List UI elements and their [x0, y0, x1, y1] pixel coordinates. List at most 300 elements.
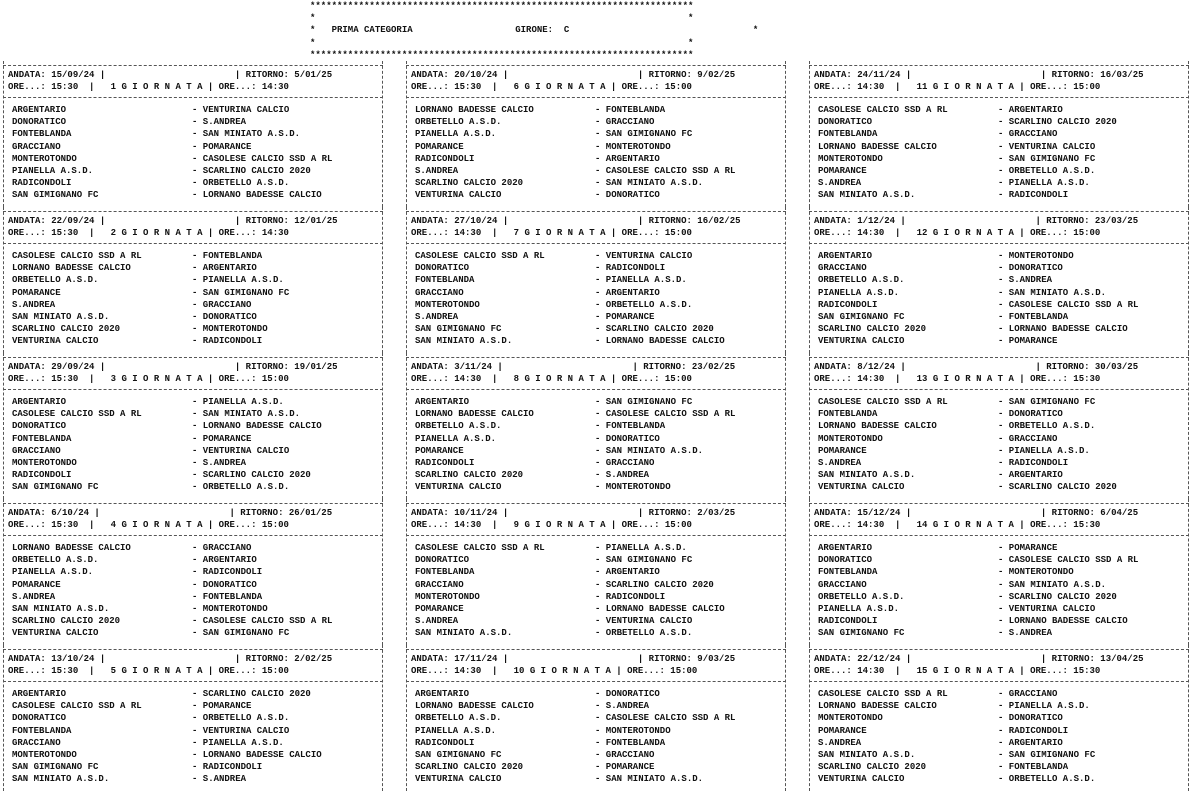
away-team: - ORBETELLO A.S.D.: [998, 165, 1096, 176]
round-header: [3, 653, 383, 677]
match-row: [406, 712, 735, 724]
ritorno-label: RITORNO:: [1046, 362, 1090, 372]
ore-andata: 14:30: [454, 374, 482, 385]
giornata-label: G I O R N A T A: [932, 520, 1014, 531]
away-team: - VENTURINA CALCIO: [192, 105, 290, 115]
giornata-label: G I O R N A T A: [121, 228, 203, 239]
match-row: [406, 153, 735, 165]
banner-title-line: * PRIMA CATEGORIA GIRONE: C *: [310, 25, 759, 36]
match-row: [809, 250, 1138, 262]
match-list: [406, 250, 725, 348]
ore-andata: 15:30: [51, 82, 79, 93]
match-row: [3, 141, 332, 153]
away-team: - LORNANO BADESSE CALCIO: [192, 749, 322, 760]
girone-label: GIRONE:: [515, 25, 554, 36]
ore-ritorno: 15:00: [664, 228, 692, 239]
home-team: SCARLINO CALCIO 2020: [818, 762, 927, 773]
round-card-2: [3, 207, 383, 353]
home-team: LORNANO BADESSE CALCIO: [415, 409, 534, 420]
match-row: [3, 433, 322, 445]
home-team: GRACCIANO: [12, 141, 61, 152]
round-card-12: [809, 207, 1189, 353]
header-line-1: ANDATA: 8/12/24 | | RITORNO: 30/03/25: [814, 362, 1139, 372]
round-card-13: [809, 353, 1189, 499]
match-row: [3, 749, 322, 761]
header-line-2: ORE...: 14:30 | 15 G I O R N A T A | ORE...: 15:30: [814, 666, 1101, 677]
match-row: [406, 615, 725, 627]
card-top-rule: [809, 211, 1189, 212]
round-card-6: [406, 61, 786, 207]
away-team: - FONTEBLANDA: [192, 251, 263, 261]
andata-label: ANDATA:: [814, 654, 852, 664]
round-header: [3, 361, 383, 385]
header-line-1: ANDATA: 13/10/24 | | RITORNO: 2/02/25: [8, 654, 333, 664]
away-team: - LORNANO BADESSE CALCIO: [192, 421, 322, 432]
round-header: [3, 215, 383, 239]
andata-date: 15/12/24: [857, 508, 901, 518]
home-team: ORBETELLO A.S.D.: [415, 421, 502, 432]
home-team: POMARANCE: [818, 725, 867, 736]
andata-label: ANDATA:: [411, 362, 449, 372]
round-header: [3, 69, 383, 93]
home-team: CASOLESE CALCIO SSD A RL: [818, 105, 948, 115]
away-team: - GRACCIANO: [595, 457, 655, 468]
ritorno-label: RITORNO:: [648, 508, 692, 518]
match-row: [3, 396, 322, 408]
away-team: - DONORATICO: [595, 433, 660, 444]
match-row: [406, 335, 725, 347]
ore-andata: 15:30: [454, 82, 482, 93]
match-list: [3, 396, 322, 494]
away-team: - VENTURINA CALCIO: [192, 445, 290, 456]
round-header: [809, 507, 1189, 531]
away-team: - S.ANDREA: [998, 275, 1053, 286]
match-row: [3, 688, 322, 700]
home-team: GRACCIANO: [818, 579, 867, 590]
giornata-number: 1: [110, 82, 117, 93]
home-team: FONTEBLANDA: [415, 275, 475, 286]
header-line-1: ANDATA: 15/09/24 | | RITORNO: 5/01/25: [8, 70, 333, 80]
andata-label: ANDATA:: [8, 70, 46, 80]
ore-ritorno-label: ORE...:: [1030, 374, 1068, 385]
ore-ritorno-label: ORE...:: [621, 228, 660, 239]
match-row: [809, 554, 1138, 566]
giornata-number: 7: [513, 228, 520, 239]
match-row: [809, 603, 1138, 615]
ritorno-date: 9/03/25: [697, 654, 736, 664]
match-row: [809, 591, 1138, 603]
column-3: [809, 61, 1189, 791]
home-team: MONTEROTONDO: [415, 299, 480, 310]
home-team: DONORATICO: [818, 555, 873, 566]
match-row: [3, 262, 289, 274]
giornata-number: 15: [916, 666, 928, 677]
home-team: SAN MINIATO A.S.D.: [818, 190, 916, 201]
home-team: FONTEBLANDA: [818, 409, 878, 420]
match-row: [406, 128, 735, 140]
andata-label: ANDATA:: [8, 216, 46, 226]
away-team: - LORNANO BADESSE CALCIO: [595, 603, 725, 614]
away-team: - POMARANCE: [998, 336, 1058, 347]
ore-ritorno-label: ORE...:: [218, 520, 257, 531]
header-line-2: ORE...: 15:30 | 5 G I O R N A T A | ORE...: 15:00: [8, 666, 289, 677]
home-team: POMARANCE: [12, 287, 61, 298]
giornata-number: 3: [110, 374, 117, 385]
andata-date: 22/09/24: [51, 216, 95, 226]
home-team: PIANELLA A.S.D.: [415, 725, 497, 736]
home-team: MONTEROTONDO: [12, 749, 77, 760]
home-team: SCARLINO CALCIO 2020: [415, 178, 524, 189]
round-header: [406, 361, 786, 385]
ritorno-label: RITORNO:: [245, 70, 289, 80]
andata-date: 17/11/24: [454, 654, 498, 664]
ritorno-date: 16/03/25: [1100, 70, 1144, 80]
round-card-15: [809, 645, 1189, 791]
card-mid-rule: [809, 243, 1189, 244]
match-row: [406, 396, 735, 408]
andata-date: 1/12/24: [857, 216, 896, 226]
home-team: POMARANCE: [415, 603, 464, 614]
ore-ritorno-label: ORE...:: [1030, 666, 1068, 677]
round-header: [406, 653, 786, 677]
home-team: VENTURINA CALCIO: [818, 482, 905, 493]
home-team: CASOLESE CALCIO SSD A RL: [818, 397, 948, 407]
home-team: PIANELLA A.S.D.: [12, 567, 94, 578]
away-team: - SAN MINIATO A.S.D.: [595, 774, 704, 785]
ore-ritorno-label: ORE...:: [621, 82, 660, 93]
round-card-14: [809, 499, 1189, 645]
home-team: ORBETELLO A.S.D.: [12, 555, 99, 566]
match-row: [809, 299, 1138, 311]
match-row: [406, 579, 725, 591]
away-team: - PIANELLA A.S.D.: [998, 445, 1090, 456]
ore-andata-label: ORE...:: [411, 520, 449, 531]
ritorno-label: RITORNO:: [643, 362, 687, 372]
ore-ritorno: 15:00: [261, 666, 289, 677]
match-row: [809, 433, 1117, 445]
ore-andata-label: ORE...:: [814, 666, 852, 677]
match-row: [3, 481, 322, 493]
giornata-number: 8: [513, 374, 520, 385]
away-team: - SCARLINO CALCIO 2020: [595, 324, 714, 335]
ore-ritorno: 15:00: [261, 374, 289, 385]
header-line-2: ORE...: 14:30 | 7 G I O R N A T A | ORE...: 15:00: [411, 228, 692, 239]
home-team: SAN MINIATO A.S.D.: [818, 470, 916, 481]
ore-andata-label: ORE...:: [8, 228, 46, 239]
match-row: [406, 311, 725, 323]
home-team: SAN GIMIGNANO FC: [415, 324, 502, 335]
away-team: - ARGENTARIO: [998, 105, 1063, 115]
away-team: - S.ANDREA: [595, 470, 650, 481]
match-row: [3, 712, 322, 724]
away-team: - SAN MINIATO A.S.D.: [595, 445, 704, 456]
card-top-rule: [809, 503, 1189, 504]
match-row: [3, 104, 332, 116]
home-team: SAN MINIATO A.S.D.: [12, 311, 110, 322]
away-team: - POMARANCE: [192, 141, 252, 152]
header-line-2: ORE...: 14:30 | 11 G I O R N A T A | ORE...: 15:00: [814, 82, 1101, 93]
ore-ritorno: 15:30: [1073, 520, 1101, 531]
match-row: [406, 773, 735, 785]
match-row: [809, 725, 1095, 737]
match-list: [406, 104, 735, 202]
match-list: [406, 396, 735, 494]
home-team: RADICONDOLI: [415, 457, 475, 468]
match-row: [3, 725, 322, 737]
away-team: - SAN GIMIGNANO FC: [192, 628, 290, 639]
away-team: - ARGENTARIO: [998, 470, 1063, 481]
home-team: ARGENTARIO: [12, 105, 67, 115]
ore-andata-label: ORE...:: [8, 82, 46, 93]
home-team: FONTEBLANDA: [12, 129, 72, 140]
away-team: - POMARANCE: [192, 701, 252, 712]
away-team: - MONTEROTONDO: [595, 141, 671, 152]
andata-label: ANDATA:: [411, 216, 449, 226]
ore-andata-label: ORE...:: [814, 374, 852, 385]
match-row: [3, 116, 332, 128]
match-row: [406, 627, 725, 639]
away-team: - SCARLINO CALCIO 2020: [192, 470, 311, 481]
card-top-rule: [406, 211, 786, 212]
andata-label: ANDATA:: [8, 362, 46, 372]
match-row: [406, 749, 735, 761]
match-row: [809, 420, 1117, 432]
match-row: [3, 408, 322, 420]
ore-andata: 15:30: [51, 520, 79, 531]
match-row: [406, 603, 725, 615]
match-list: [809, 250, 1138, 348]
match-row: [809, 700, 1095, 712]
away-team: - ORBETELLO A.S.D.: [595, 628, 693, 639]
away-team: - RADICONDOLI: [595, 263, 666, 274]
match-row: [406, 457, 735, 469]
ore-ritorno: 14:30: [261, 82, 289, 93]
home-team: LORNANO BADESSE CALCIO: [415, 105, 534, 115]
away-team: - POMARANCE: [595, 311, 655, 322]
andata-label: ANDATA:: [411, 654, 449, 664]
ore-andata-label: ORE...:: [8, 520, 46, 531]
home-team: FONTEBLANDA: [818, 567, 878, 578]
match-row: [809, 262, 1138, 274]
match-list: [809, 104, 1117, 202]
away-team: - PIANELLA A.S.D.: [595, 543, 687, 553]
card-mid-rule: [809, 389, 1189, 390]
home-team: FONTEBLANDA: [12, 725, 72, 736]
round-card-10: [406, 645, 786, 791]
ore-andata-label: ORE...:: [411, 82, 449, 93]
header-line-1: ANDATA: 15/12/24 | | RITORNO: 6/04/25: [814, 508, 1139, 518]
giornata-number: 14: [916, 520, 928, 531]
card-top-rule: [3, 65, 383, 66]
card-mid-rule: [406, 681, 786, 682]
giornata-label: G I O R N A T A: [524, 82, 606, 93]
match-row: [406, 287, 725, 299]
andata-label: ANDATA:: [8, 654, 46, 664]
andata-label: ANDATA:: [814, 70, 852, 80]
match-row: [3, 591, 332, 603]
header-line-1: ANDATA: 1/12/24 | | RITORNO: 23/03/25: [814, 216, 1139, 226]
match-row: [406, 177, 735, 189]
home-team: MONTEROTONDO: [818, 713, 883, 724]
card-top-rule: [406, 649, 786, 650]
away-team: - PIANELLA A.S.D.: [998, 701, 1090, 712]
match-row: [3, 737, 322, 749]
giornata-label: G I O R N A T A: [529, 666, 611, 677]
match-row: [406, 433, 735, 445]
away-team: - DONORATICO: [192, 311, 257, 322]
andata-label: ANDATA:: [411, 70, 449, 80]
away-team: - VENTURINA CALCIO: [595, 251, 693, 261]
ore-andata-label: ORE...:: [8, 374, 46, 385]
ritorno-label: RITORNO:: [1051, 654, 1095, 664]
card-mid-rule: [809, 535, 1189, 536]
away-team: - RADICONDOLI: [998, 457, 1069, 468]
away-team: - RADICONDOLI: [595, 591, 666, 602]
card-mid-rule: [809, 681, 1189, 682]
away-team: - POMARANCE: [998, 543, 1058, 553]
away-team: - SCARLINO CALCIO 2020: [595, 579, 714, 590]
home-team: PIANELLA A.S.D.: [818, 603, 900, 614]
match-row: [406, 469, 735, 481]
home-team: POMARANCE: [415, 445, 464, 456]
match-row: [809, 335, 1138, 347]
card-mid-rule: [406, 243, 786, 244]
ore-andata-label: ORE...:: [411, 374, 449, 385]
card-mid-rule: [809, 97, 1189, 98]
home-team: POMARANCE: [818, 165, 867, 176]
match-row: [406, 165, 735, 177]
match-row: [406, 554, 725, 566]
ore-ritorno-label: ORE...:: [621, 374, 660, 385]
header-line-2: ORE...: 14:30 | 9 G I O R N A T A | ORE...: 15:00: [411, 520, 692, 531]
away-team: - MONTEROTONDO: [595, 725, 671, 736]
home-team: SAN MINIATO A.S.D.: [818, 749, 916, 760]
ore-ritorno: 15:00: [1073, 228, 1101, 239]
giornata-number: 13: [916, 374, 928, 385]
card-mid-rule: [3, 243, 383, 244]
card-top-rule: [3, 357, 383, 358]
home-team: ARGENTARIO: [12, 397, 67, 407]
ore-andata-label: ORE...:: [814, 82, 852, 93]
ore-andata: 14:30: [857, 228, 885, 239]
match-row: [406, 141, 735, 153]
away-team: - CASOLESE CALCIO SSD A RL: [595, 165, 736, 176]
home-team: ARGENTARIO: [12, 689, 67, 699]
ore-andata: 15:30: [51, 374, 79, 385]
ritorno-date: 16/02/25: [697, 216, 741, 226]
ore-andata: 14:30: [454, 520, 482, 531]
match-row: [406, 591, 725, 603]
andata-date: 22/12/24: [857, 654, 901, 664]
andata-label: ANDATA:: [814, 362, 852, 372]
match-row: [3, 445, 322, 457]
match-row: [3, 189, 332, 201]
giornata-number: 10: [513, 666, 525, 677]
match-row: [809, 481, 1117, 493]
header-banner: [310, 0, 758, 61]
away-team: - S.ANDREA: [192, 117, 247, 128]
match-row: [3, 615, 332, 627]
away-team: - GRACCIANO: [192, 543, 252, 553]
away-team: - MONTEROTONDO: [998, 251, 1074, 261]
home-team: SCARLINO CALCIO 2020: [12, 616, 121, 627]
ore-ritorno: 14:30: [261, 228, 289, 239]
andata-date: 8/12/24: [857, 362, 896, 372]
away-team: - VENTURINA CALCIO: [192, 725, 290, 736]
match-row: [406, 542, 725, 554]
card-mid-rule: [3, 389, 383, 390]
away-team: - ARGENTARIO: [595, 567, 660, 578]
match-row: [406, 761, 735, 773]
away-team: - RADICONDOLI: [192, 567, 263, 578]
away-team: - RADICONDOLI: [192, 762, 263, 773]
round-card-5: [3, 645, 383, 791]
home-team: LORNANO BADESSE CALCIO: [12, 263, 131, 274]
match-row: [809, 615, 1138, 627]
away-team: - ARGENTARIO: [192, 555, 257, 566]
ore-ritorno: 15:30: [1073, 374, 1101, 385]
ore-andata-label: ORE...:: [8, 666, 46, 677]
home-team: SCARLINO CALCIO 2020: [415, 762, 524, 773]
column-2: [406, 61, 786, 791]
andata-date: 6/10/24: [51, 508, 90, 518]
away-team: - FONTEBLANDA: [998, 311, 1069, 322]
home-team: MONTEROTONDO: [818, 433, 883, 444]
ritorno-date: 2/03/25: [697, 508, 736, 518]
ritorno-date: 30/03/25: [1094, 362, 1139, 372]
match-row: [3, 566, 332, 578]
match-row: [809, 165, 1117, 177]
away-team: - GRACCIANO: [998, 689, 1058, 699]
ore-ritorno: 15:00: [670, 666, 698, 677]
match-row: [3, 287, 289, 299]
match-row: [809, 737, 1095, 749]
match-list: [3, 104, 332, 202]
away-team: - SAN GIMIGNANO FC: [595, 397, 693, 407]
home-team: MONTEROTONDO: [12, 153, 77, 164]
ore-andata-label: ORE...:: [814, 520, 852, 531]
match-row: [809, 274, 1138, 286]
round-card-3: [3, 353, 383, 499]
away-team: - ARGENTARIO: [595, 153, 660, 164]
home-team: VENTURINA CALCIO: [818, 336, 905, 347]
round-header: [809, 215, 1189, 239]
away-team: - DONORATICO: [998, 713, 1063, 724]
giornata-label: G I O R N A T A: [121, 82, 203, 93]
round-header: [406, 215, 786, 239]
ore-ritorno-label: ORE...:: [218, 82, 257, 93]
andata-date: 27/10/24: [454, 216, 498, 226]
away-team: - FONTEBLANDA: [192, 591, 263, 602]
match-row: [3, 773, 322, 785]
home-team: GRACCIANO: [415, 579, 464, 590]
giornata-label: G I O R N A T A: [932, 374, 1014, 385]
giornata-number: 4: [110, 520, 117, 531]
home-team: ARGENTARIO: [415, 689, 470, 699]
match-row: [3, 311, 289, 323]
home-team: DONORATICO: [818, 117, 873, 128]
ore-ritorno: 15:00: [1073, 82, 1101, 93]
away-team: - LORNANO BADESSE CALCIO: [595, 336, 725, 347]
match-row: [3, 250, 289, 262]
away-team: - DONORATICO: [998, 263, 1063, 274]
header-line-1: ANDATA: 27/10/24 | | RITORNO: 16/02/25: [411, 216, 741, 226]
away-team: - ORBETELLO A.S.D.: [192, 482, 290, 493]
round-card-8: [406, 353, 786, 499]
match-row: [809, 457, 1117, 469]
match-row: [809, 128, 1117, 140]
home-team: RADICONDOLI: [818, 616, 878, 627]
